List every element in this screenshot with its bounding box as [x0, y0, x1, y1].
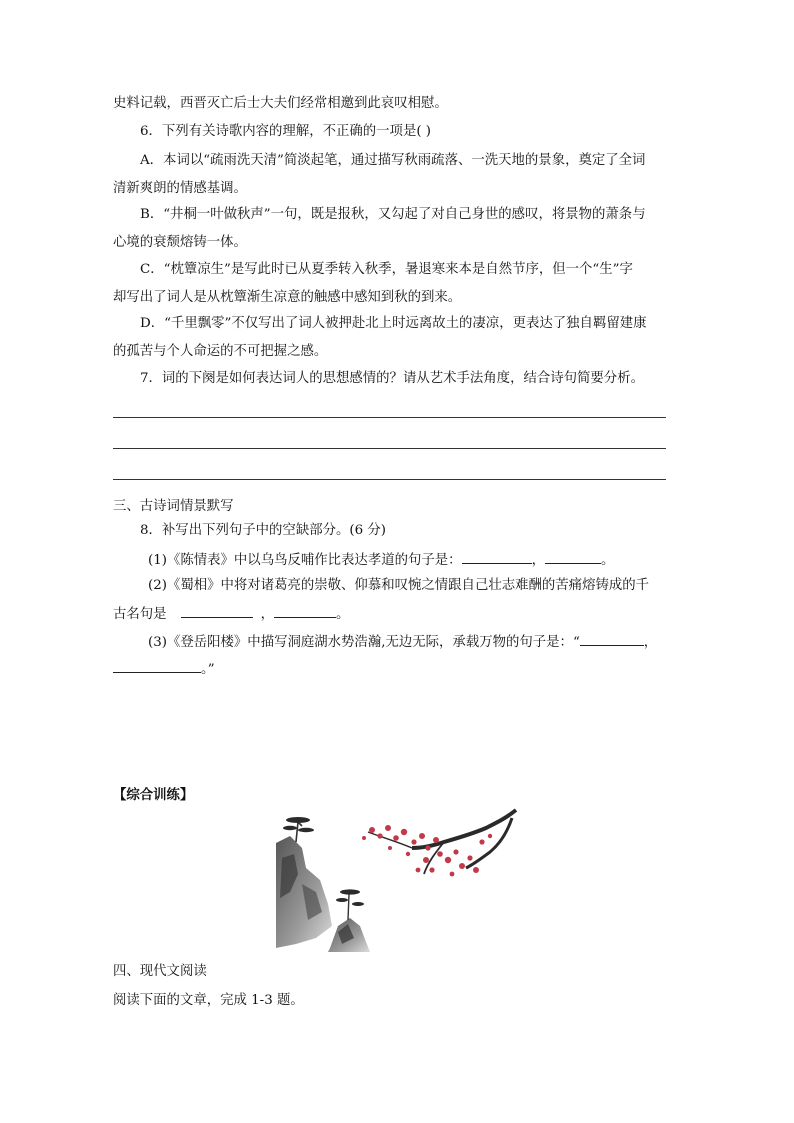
comma-3: ，: [643, 635, 658, 650]
q8-item-2-text: 古名句是: [113, 607, 167, 622]
training-label: 【综合训练】: [113, 787, 194, 803]
period-1: 。: [600, 553, 615, 568]
pine-tree-small: [336, 889, 364, 920]
q8-item-1-text: (1)《陈情表》中以乌鸟反哺作比表达孝道的句子是：: [148, 553, 462, 568]
rock-cliff-left: [276, 836, 332, 948]
section-3-heading: 三、古诗词情景默写: [113, 499, 234, 514]
q6-option-c-line1: C．“枕簟凉生”是写此时已从夏季转入秋季，暑退寒来本是自然节序，但一个“生”字: [140, 262, 633, 277]
blank-3a[interactable]: [580, 632, 644, 646]
q6-option-c-line2: 却写出了词人是从枕簟渐生凉意的触感中感知到秋的到来。: [113, 290, 462, 305]
blank-1b[interactable]: [545, 550, 601, 564]
q8-item-1: [148, 550, 614, 570]
reading-instruction: 阅读下面的文章，完成 1-3 题。: [113, 993, 304, 1008]
q6-stem: 6．下列有关诗歌内容的理解，不正确的一项是( ): [140, 124, 432, 139]
q6-option-a-line1: A．本词以“疏雨洗天清”简淡起笔，通过描写秋雨疏落、一洗天地的景象，奠定了全词: [140, 153, 646, 168]
close-quote: 。”: [201, 662, 215, 677]
blank-3b[interactable]: [113, 659, 201, 673]
answer-line-2[interactable]: [113, 448, 666, 449]
q6-option-b-line2: 心境的衰颓熔铸一体。: [113, 235, 247, 250]
blank-2b[interactable]: [274, 604, 336, 618]
q6-option-d-line1: D．“千里飘零”不仅写出了词人被押赴北上时远离故土的凄凉，更表达了独自羁留建康: [140, 316, 647, 331]
q7-stem: 7．词的下阕是如何表达词人的思想感情的？请从艺术手法角度，结合诗句简要分析。: [140, 371, 644, 386]
passage-tail: 史料记载，西晋灭亡后士大夫们经常相邀到此哀叹相慰。: [113, 96, 448, 111]
comma-2: ，: [260, 607, 274, 622]
blank-1a[interactable]: [462, 550, 532, 564]
q8-stem: 8．补写出下列句子中的空缺部分。(6 分): [140, 523, 386, 538]
q6-option-b-line1: B．“井桐一叶做秋声”一句，既是报秋，又勾起了对自己身世的感叹，将景物的萧条与: [140, 207, 646, 222]
blank-2a[interactable]: [181, 604, 253, 618]
rock-small: [328, 918, 370, 952]
q8-item-3-line2: [113, 659, 215, 679]
q8-item-3-line1: [148, 632, 657, 652]
ink-painting-illustration: [276, 808, 520, 952]
q8-item-2-line2: [113, 604, 349, 624]
answer-line-1[interactable]: [113, 417, 666, 418]
q8-item-2-line1: (2)《蜀相》中将对诸葛亮的崇敬、仰慕和叹惋之情跟自己壮志难酬的苦痛熔铸成的千: [148, 578, 650, 593]
section-4-heading: 四、现代文阅读: [113, 964, 207, 979]
plum-branch: [368, 810, 516, 874]
q6-option-a-line2: 清新爽朗的情感基调。: [113, 181, 247, 196]
q6-option-d-line2: 的孤苦与个人命运的不可把握之感。: [113, 344, 328, 359]
q8-item-3-text: (3)《登岳阳楼》中描写洞庭湖水势浩瀚,无边无际，承载万物的句子是：“: [148, 635, 580, 650]
comma-1: ，: [531, 553, 545, 568]
answer-line-3[interactable]: [113, 479, 666, 480]
period-2: 。: [335, 607, 350, 622]
